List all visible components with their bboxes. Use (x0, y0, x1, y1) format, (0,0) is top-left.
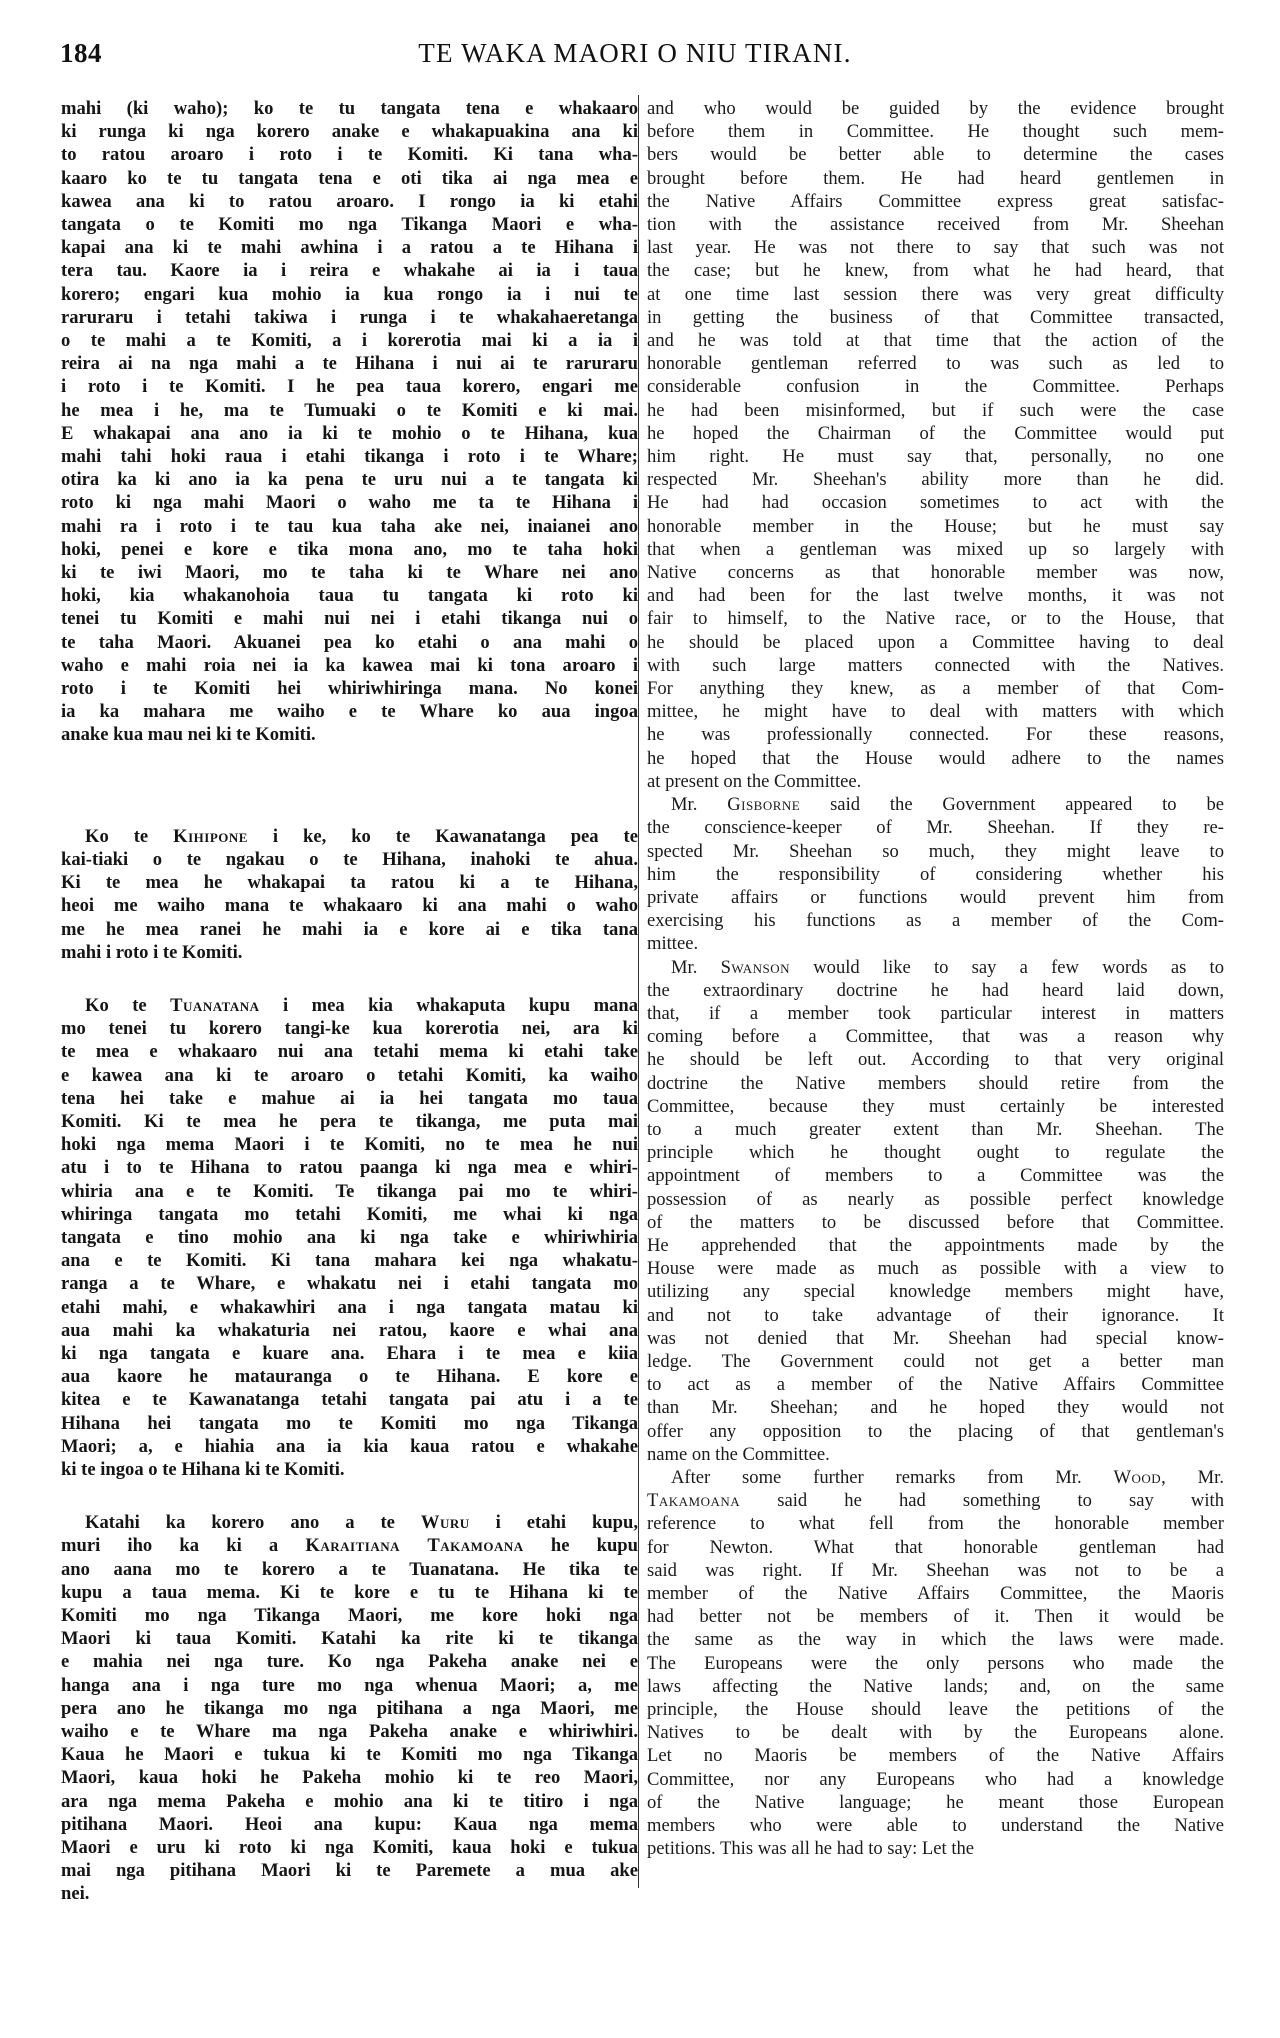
text-line: principle which he thought ought to regulate the (647, 1142, 1224, 1164)
text-line: him the responsibility of considering whether his (647, 863, 1224, 885)
speaker-name: Gisborne (727, 794, 801, 816)
text-line: had better not be members of it. Then it would be (647, 1606, 1224, 1628)
text-line: tera tau. Kaore ia i reira e whakahe ai ia i taua (61, 260, 638, 282)
text-line: Komiti. Ki te mea he pera te tikanga, me puta mai (61, 1110, 638, 1132)
text-line: Mr. Swanson would like to say a few words as to (671, 956, 1224, 978)
text-line: at one time last session there was very great difficulty (647, 283, 1224, 305)
text-line: korero; engari kua mohio ia kua rongo ia i nui te (61, 283, 638, 305)
paragraph (61, 97, 638, 747)
text-line: kapai ana ki te mahi awhina i a ratou a te Hihana i (61, 237, 638, 259)
text-line: him right. He must say that, personally, no one (647, 446, 1224, 468)
paragraph-takamoana (647, 1466, 1224, 1860)
text-line: Maori ki taua Komiti. Katahi ka rite ki te tikanga (61, 1628, 638, 1650)
text-line: House were made as much as possible with a view to (647, 1258, 1224, 1280)
text-line: kupu a taua mema. Ki te kore e tu te Hihana ki te (61, 1581, 638, 1603)
paragraph-gap (61, 964, 638, 994)
text-line: mittee. (647, 933, 699, 955)
text-line: Katahi ka korero ano a te Wuru i etahi kupu, (85, 1512, 639, 1534)
text-line: with such large matters connected with the Natives. (647, 654, 1224, 676)
text-line: he was professionally connected. For these reasons, (647, 724, 1224, 746)
text-line: that when a gentleman was mixed up so largely with (647, 538, 1224, 560)
text-line: for Newton. What that honorable gentleman had (647, 1536, 1224, 1558)
column-divider (638, 95, 639, 1888)
text-line: said was right. If Mr. Sheehan was not to be a (647, 1559, 1224, 1581)
text-line: he should be placed upon a Committee having to deal (647, 631, 1224, 653)
text-line: etahi mahi, e whakawhiri ana i nga tangata matau ki (61, 1296, 638, 1318)
text-line: respected Mr. Sheehan's ability more than he did. (647, 469, 1224, 491)
speaker-name: Kihipone (173, 825, 248, 847)
text-line: tenei tu Komiti e mahi nui nei i etahi tikanga nui o (61, 608, 638, 630)
paragraph-tuanatana (61, 994, 638, 1481)
text-line: mahi tahi hoki raua i etahi tikanga i roto i te Whare; (61, 446, 638, 468)
text-line: coming before a Committee, that was a reason why (647, 1026, 1224, 1048)
text-line: offer any opposition to the placing of that gentleman's (647, 1420, 1224, 1442)
text-line: at present on the Committee. (647, 770, 862, 792)
text-line: Let no Maoris be members of the Native Affairs (647, 1745, 1224, 1767)
text-line: hanga ana i nga ture mo nga whenua Maori; a, me (61, 1674, 638, 1696)
text-line: ano aana mo te korero a te Tuanatana. He tika te (61, 1558, 638, 1580)
text-line: he mea i he, ma te Tumuaki o te Komiti e ki mai. (61, 399, 638, 421)
paragraph-kihipone (61, 825, 638, 964)
text-line: kawea ana ki to ratou aroaro. I rongo ia ki etahi (61, 190, 638, 212)
text-line: and who would be guided by the evidence brought (647, 98, 1224, 119)
text-line: raruraru i tetahi takiwa i runga i te whakahaeretanga (61, 306, 638, 328)
text-line: tena hei take e mahue ai ia hei tangata mo taua (61, 1087, 638, 1109)
text-line: of the matters to be discussed before that Committee. (647, 1211, 1224, 1233)
text-line: honorable gentleman referred to was such as led to (647, 353, 1224, 375)
text-line: Committee, nor any Europeans who had a knowledge (647, 1768, 1224, 1790)
text-line: mahi i roto i te Komiti. (61, 941, 243, 963)
speaker-name: Wood (1113, 1466, 1162, 1488)
text-line: to ratou aroaro i roto i te Komiti. Ki tana wha- (61, 144, 638, 166)
text-line: e mahia nei nga ture. Ko nga Pakeha anake nei e (61, 1651, 638, 1673)
text-line: ara nga mema Pakeha e mohio ana ki te titiro i nga (61, 1790, 638, 1812)
speaker-name: Tuanatana (170, 994, 260, 1016)
text-line: kitea e te Kawanatanga tetahi tangata pai atu i a te (61, 1389, 638, 1411)
text-line: in getting the business of that Committee transacted, (647, 306, 1224, 328)
text-line: that, if a member took particular interest in matters (647, 1002, 1224, 1024)
text-line: of the Native language; he meant those European (647, 1791, 1224, 1813)
text-line: e kawea ana ki te aroaro o tetahi Komiti, ka waiho (61, 1064, 638, 1086)
text-line: muri iho ka ki a Karaitiana Takamoana he kupu (61, 1535, 638, 1557)
text-line: ki te iwi Maori, mo te taha ki te Whare nei ano (61, 562, 638, 584)
text-line: waho e mahi roia nei ia ka kawea mai ki tona aroaro i (61, 654, 638, 676)
text-line: atu i to te Hihana to ratou paanga ki nga mea e whiri- (61, 1157, 638, 1179)
speaker-name: Karaitiana Takamoana (305, 1535, 524, 1557)
text-line: before them in Committee. He thought such mem- (647, 121, 1224, 143)
text-line: aua mahi ka whakaturia nei ratou, kaore e whai ana (61, 1319, 638, 1341)
text-line: kai-tiaki o te ngakau o te Hihana, inahoki te ahua. (61, 848, 638, 870)
text-line: reference to what fell from the honorable member (647, 1513, 1224, 1535)
text-line: ia ka mahara me waiho e te Whare ko aua ingoa (61, 701, 638, 723)
text-line: tangata e tino mohio ana ki nga take e whiriwhiria (61, 1226, 638, 1248)
page-number: 184 (60, 38, 102, 68)
text-line: brought before them. He had heard gentlemen in (647, 167, 1224, 189)
text-line: he had been misinformed, but if such were the case (647, 399, 1224, 421)
text-line: whiringa tangata mo tetahi Komiti, me whai ki nga (61, 1203, 638, 1225)
text-line: petitions. This was all he had to say: Let the (647, 1838, 975, 1860)
text-line: ki runga ki nga korero anake e whakapuakina ana ki (61, 121, 638, 143)
text-line: Hihana hei tangata mo te Komiti mo nga Tikanga (61, 1412, 638, 1434)
text-line: Natives to be dealt with by the Europeans alone. (647, 1722, 1224, 1744)
text-line: and had been for the last twelve months, it was not (647, 585, 1224, 607)
text-line: Ko te Tuanatana i mea kia whakaputa kupu mana (85, 994, 638, 1016)
text-line: the same as the way in which the laws were made. (647, 1629, 1224, 1651)
text-line: Native concerns as that honorable member was now, (647, 562, 1224, 584)
text-line: Mr. Gisborne said the Government appeared to be (671, 794, 1224, 816)
text-line: than Mr. Sheehan; and he hoped they would not (647, 1397, 1224, 1419)
paragraph-gap (61, 1481, 638, 1511)
text-line: Kaua he Maori e tukua ki te Komiti mo nga Tikanga (61, 1744, 638, 1766)
text-line: last year. He was not there to say that such was not (647, 237, 1224, 259)
text-line: private affairs or functions would prevent him from (647, 886, 1224, 908)
speaker-name: Swanson (720, 956, 791, 978)
text-line: mai nga pitihana Maori ki te Paremete a mua ake (61, 1860, 638, 1882)
text-line: te taha Maori. Akuanei pea ko etahi o ana mahi o (61, 631, 638, 653)
text-line: i roto i te Komiti. I he pea taua korero, engari me (61, 376, 638, 398)
text-line: te mea e whakaaro nui ana tetahi mema ki etahi take (61, 1041, 638, 1063)
text-line: hoki, kia whakanohoia taua tu tangata ki roto ki (61, 585, 638, 607)
text-line: He had had occasion sometimes to act with the (647, 492, 1224, 514)
paragraph-wuru (61, 1511, 638, 1905)
text-line: ki nga tangata e kuare ana. Ehara i te mea e kiia (61, 1342, 638, 1364)
text-line: After some further remarks from Mr. Wood, Mr. (671, 1466, 1224, 1488)
text-line: he hoped the Chairman of the Committee would put (647, 422, 1224, 444)
right-column-english (647, 97, 1224, 1860)
text-line: hoki nga mema Maori i te Komiti, no te mea he nui (61, 1134, 638, 1156)
text-line: roto ki nga mahi Maori o waho me ta te Hihana i (61, 492, 638, 514)
text-line: Maori; a, e hiahia ana ia kia kaua ratou e whakahe (61, 1435, 638, 1457)
text-line: anake kua mau nei ki te Komiti. (61, 724, 316, 746)
left-column-maori (61, 97, 638, 1906)
text-line: mahi (ki waho); ko te tu tangata tena e whakaaro (61, 98, 638, 119)
text-line: reira ai na nga mahi a te Hihana i nui ai te raruraru (61, 353, 638, 375)
text-line: the conscience-keeper of Mr. Sheehan. If they re- (647, 817, 1224, 839)
text-line: possession of as nearly as possible perfect knowledge (647, 1188, 1224, 1210)
text-line: bers would be better able to determine the cases (647, 144, 1224, 166)
text-line: utilizing any special knowledge members might have, (647, 1281, 1224, 1303)
text-line: Maori e uru ki roto ki nga Komiti, kaua hoki e tukua (61, 1837, 638, 1859)
text-line: hoki, penei e kore e tika mona ano, mo te taha hoki (61, 538, 638, 560)
text-line: pera ano he tikanga mo nga pitihana a nga Maori, me (61, 1697, 638, 1719)
text-line: o te mahi a te Komiti, a i korerotia mai ki a ia i (61, 330, 638, 352)
text-line: and he was told at that time that the action of the (647, 330, 1224, 352)
text-line: ledge. The Government could not get a better man (647, 1350, 1224, 1372)
text-line: Takamoana said he had something to say with (647, 1490, 1224, 1512)
text-line: mahi ra i roto i te tau kua taha ake nei, inaianei ano (61, 515, 638, 537)
text-line: he hoped that the House would adhere to the names (647, 747, 1224, 769)
text-line: ranga a te Whare, e whakatu nei i etahi tangata mo (61, 1273, 638, 1295)
text-line: considerable confusion in the Committee. Perhaps (647, 376, 1224, 398)
speaker-name: Wuru (420, 1512, 470, 1534)
text-line: me he mea ranei he mahi ia e kore ai e tika tana (61, 918, 638, 940)
text-line: to a much greater extent than Mr. Sheehan. The (647, 1118, 1224, 1140)
text-line: doctrine the Native members should retire from the (647, 1072, 1224, 1094)
text-line: nei. (61, 1883, 90, 1905)
text-line: pitihana Maori. Heoi ana kupu: Kaua nga mema (61, 1813, 638, 1835)
paragraph (647, 97, 1224, 793)
speaker-name: Takamoana (647, 1490, 741, 1512)
text-line: tion with the assistance received from Mr. Sheehan (647, 214, 1224, 236)
text-line: laws affecting the Native lands; and, on the same (647, 1675, 1224, 1697)
text-line: kaaro ko te tu tangata tena e oti tika ai nga mea e (61, 167, 638, 189)
text-line: spected Mr. Sheehan so much, they might leave to (647, 840, 1224, 862)
text-line: Komiti mo nga Tikanga Maori, me kore hoki nga (61, 1604, 638, 1626)
text-line: principle, the House should leave the petitions of the (647, 1699, 1224, 1721)
text-line: heoi me waiho mana te whakaaro ki ana mahi o waho (61, 895, 638, 917)
text-line: honorable member in the House; but he must say (647, 515, 1224, 537)
text-line: ana e te Komiti. Ki tana mahara kei nga whakatu- (61, 1250, 638, 1272)
text-line: the extraordinary doctrine he had heard laid down, (647, 979, 1224, 1001)
text-line: E whakapai ana ano ia ki te mohio o te Hihana, kua (61, 422, 638, 444)
paragraph-gisborne (647, 793, 1224, 955)
text-line: waiho e te Whare ma nga Pakeha anake e whiriwhiri. (61, 1721, 638, 1742)
text-line: to act as a member of the Native Affairs Committee (647, 1374, 1224, 1396)
page-header (60, 38, 1210, 78)
text-line: the Native Affairs Committee express great satisfac- (647, 190, 1224, 212)
paragraph-gap (61, 747, 638, 825)
text-line: name on the Committee. (647, 1443, 830, 1465)
text-line: appointment of members to a Committee was the (647, 1165, 1224, 1187)
text-line: Committee, because they must certainly be interested (647, 1095, 1224, 1117)
text-line: he should be left out. According to that very original (647, 1049, 1224, 1071)
text-line: mo tenei tu korero tangi-ke kua korerotia nei, ara ki (61, 1018, 638, 1040)
text-line: Ki te mea he whakapai ta ratou ki a te Hihana, (61, 872, 638, 894)
text-line: mittee, he might have to deal with matters with which (647, 701, 1224, 723)
text-line: Maori, kaua hoki he Pakeha mohio ki te reo Maori, (61, 1767, 638, 1789)
text-line: roto i te Komiti hei whiriwhiringa mana. No konei (61, 678, 638, 700)
text-line: The Europeans were the only persons who made the (647, 1652, 1224, 1674)
text-line: member of the Native Affairs Committee, the Maoris (647, 1583, 1224, 1604)
text-line: For anything they knew, as a member of that Com- (647, 678, 1224, 700)
text-line: otira ka ki ano ia ka pena te uru nui a te tangata ki (61, 469, 638, 491)
text-line: Ko te Kihipone i ke, ko te Kawanatanga pea te (85, 825, 638, 847)
text-line: aua kaore he matauranga o te Hihana. E kore e (61, 1366, 638, 1388)
paragraph-swanson (647, 956, 1224, 1466)
text-line: fair to himself, to the Native race, or to the House, that (647, 608, 1224, 630)
text-line: the case; but he knew, from what he had heard, that (647, 260, 1224, 282)
text-line: members who were able to understand the Native (647, 1815, 1224, 1837)
text-line: He apprehended that the appointments made by the (647, 1234, 1224, 1256)
text-line: ki te ingoa o te Hihana ki te Komiti. (61, 1458, 345, 1480)
text-line: and not to take advantage of their ignorance. It (647, 1304, 1224, 1326)
text-line: whiria ana e te Komiti. Te tikanga pai mo te whiri- (61, 1180, 638, 1202)
text-line: exercising his functions as a member of the Com- (647, 910, 1224, 932)
text-line: tangata o te Komiti mo nga Tikanga Maori e wha- (61, 214, 638, 236)
running-title: TE WAKA MAORI O NIU TIRANI. (418, 38, 852, 68)
text-line: was not denied that Mr. Sheehan had special know- (647, 1327, 1224, 1349)
